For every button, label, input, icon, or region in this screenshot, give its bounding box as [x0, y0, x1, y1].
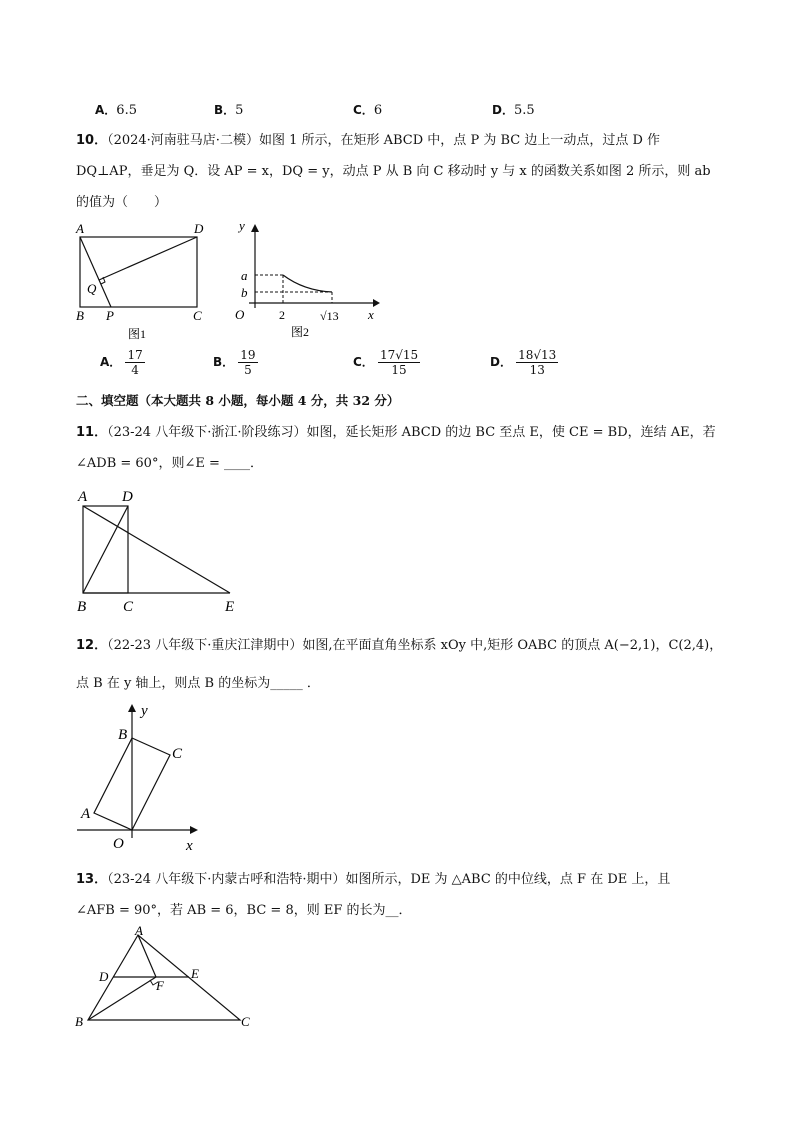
q9-option-a: A．6.5 — [95, 103, 137, 118]
q10-line1: 10．（2024·河南驻马店·二模）如图 1 所示，在矩形 ABCD 中，点 P 为 BC 边上一动点，过点 D 作 — [76, 133, 661, 148]
label-b-value: b — [241, 285, 248, 300]
y-axis-arrow-icon — [251, 224, 259, 232]
q10-line2: DQ⊥AP，垂足为 Q．设 AP = x，DQ = y，动点 P 从 B 向 C 移动时 y 与 x 的函数关系如图 2 所示，则 ab — [76, 164, 711, 179]
q13-line1: 13．（23-24 八年级下·内蒙古呼和浩特·期中）如图所示，DE 为 △ABC 的中位线，点 F 在 DE 上，且 — [76, 872, 671, 887]
label-p: P — [106, 308, 114, 323]
label-d: D — [122, 489, 133, 505]
label-a: A — [81, 806, 91, 822]
y-axis-arrow-icon — [128, 704, 136, 712]
q13-figure — [70, 925, 270, 1033]
q9-option-b: B．5 — [214, 103, 244, 118]
q10-figure1 — [70, 220, 220, 345]
q12-line1: 12．（22-23 八年级下·重庆江津期中）如图,在平面直角坐标系 xOy 中,矩形 OABC 的顶点 A(−2,1)，C(2,4)， — [76, 638, 723, 653]
section2-title: 二、填空题（本大题共 8 小题，每小题 4 分，共 32 分） — [76, 393, 400, 408]
label-a: A — [135, 925, 143, 938]
figure2-caption: 图2 — [291, 325, 310, 339]
label-q: Q — [87, 281, 97, 296]
fraction: $\frac{17√15}{15}$ — [379, 348, 419, 377]
label-y: y — [141, 703, 148, 719]
q10-option-c: C． $\frac{17√15}{15}$ — [353, 348, 419, 377]
label-sqrt13: √13 — [320, 309, 339, 323]
x-axis-arrow-icon — [190, 826, 198, 834]
label-a: A — [76, 221, 84, 236]
q12-line2: 点 B 在 y 轴上，则点 B 的坐标为_____ ． — [76, 676, 320, 691]
q11-line1: 11．（23-24 八年级下·浙江·阶段练习）如图，延长矩形 ABCD 的边 BC 至点 E，使 CE = BD，连结 AE，若 — [76, 425, 716, 440]
function-curve — [283, 275, 332, 292]
label-a-value: a — [241, 268, 248, 283]
label-c: C — [123, 599, 134, 615]
label-e: E — [225, 599, 235, 615]
fraction: $\frac{18√13}{13}$ — [518, 348, 557, 377]
label-a: A — [78, 489, 88, 505]
label-b: B — [76, 308, 84, 323]
q10-option-d: D． $\frac{18√13}{13}$ — [490, 348, 557, 377]
segment-dq — [99, 237, 197, 280]
label-d: D — [99, 969, 109, 984]
label-two: 2 — [279, 308, 285, 322]
rectangle-abcd — [80, 237, 197, 307]
label-e: E — [191, 966, 199, 981]
q10-line3: 的值为（ ） — [76, 195, 168, 210]
segment-af — [138, 935, 156, 977]
label-x: x — [186, 838, 193, 854]
q9-option-c: C．6 — [353, 103, 383, 118]
q10-option-b: B． $\frac{19}{5}$ — [213, 348, 256, 377]
label-x: x — [368, 307, 374, 322]
q10-option-a: A． $\frac{17}{4}$ — [100, 348, 143, 377]
label-b: B — [77, 599, 87, 615]
label-b: B — [75, 1014, 83, 1029]
label-c: C — [172, 746, 183, 762]
q13-line2: ∠AFB = 90°，若 AB = 6，BC = 8，则 EF 的长为__． — [76, 903, 412, 918]
q11-line2: ∠ADB = 60°，则∠E = ____． — [76, 456, 263, 471]
q10-figure2 — [225, 218, 385, 345]
q9-option-d: D．5.5 — [492, 103, 535, 118]
label-f: F — [156, 978, 164, 993]
label-c: C — [193, 308, 202, 323]
label-d: D — [194, 221, 204, 236]
label-origin: O — [235, 307, 245, 322]
fraction: $\frac{19}{5}$ — [240, 348, 256, 377]
label-b: B — [118, 727, 128, 743]
x-axis-arrow-icon — [373, 299, 380, 307]
fraction: $\frac{17}{4}$ — [127, 348, 143, 377]
label-origin: O — [113, 836, 124, 852]
segment-ap — [80, 237, 111, 307]
figure1-caption: 图1 — [128, 327, 147, 341]
q11-figure — [72, 485, 252, 617]
label-c: C — [241, 1014, 250, 1029]
q12-figure — [72, 700, 212, 860]
label-y: y — [239, 218, 245, 233]
